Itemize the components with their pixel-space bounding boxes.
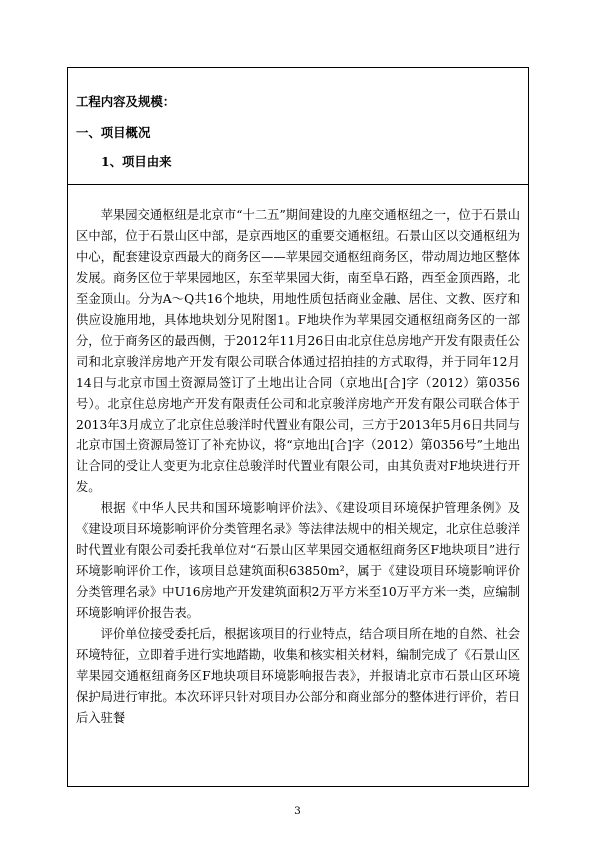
paragraph: 根据《中华人民共和国环境影响评价法》、《建设项目环境保护管理条例》及《建设项目环境影响评价分类管理名录》等法律法规中的相关规定，北京住总骏洋时代置业有限公司委托我单位对“石景山区苹果园交通枢纽商务区F地块项目”进行环境影响评价工作，该项目总建筑面积63850m²，属于《建设项目环境影响评价分类管理名录》中U16房地产开发建筑面积2万平方米至10万平方米一类，应编制环境影响评价报告表。 — [76, 501, 520, 621]
origin-heading: 1、项目由来 — [101, 154, 172, 169]
paragraph: 评价单位接受委托后，根据该项目的行业特点，结合项目所在地的自然、社会环境特征，立即着手进行实地踏勘，收集和核实相关材料，编制完成了《石景山区苹果园交通枢纽商务区F地块项目环境影响报告表》，并报请北京市石景山区环境保护局进行审批。本次环评只针对项目办公部分和商业部分的整体进行评价，若日后入驻餐 — [76, 627, 520, 725]
paragraph: 苹果园交通枢纽是北京市“十二五”期间建设的九座交通枢纽之一，位于石景山区中部，位于石景山区中部，是京西地区的重要交通枢纽。石景山区以交通枢纽为中心，配套建设京西最大的商务区——苹果园交通枢纽商务区，带动周边地区整体发展。商务区位于苹果园地区，东至苹果园大街，南至阜石路，西至金顶西路，北至金顶山。分为A～Q共16个地块，用地性质包括商业金融、居住、文教、医疗和供应设施用地，具体地块划分见附图1。F地块作为苹果园交通枢纽商务区的一部分，位于商务区的最西侧，于2012年11月26日由北京住总房地产开发有限责任公司和北京骏洋房地产开发有限公司联合体通过招拍挂的方式取得，并于同年12月14日与北京市国土资源局签订了土地出让合同（京地出[合]字（2012）第0356号）。北京住总房地产开发有限责任公司和北京骏洋房地产开发有限公司联合体于2013年3月成立了北京住总骏洋时代置业有限公司，三方于2013年5月6日共同与北京市国土资源局签订了补充协议，将“京地出[合]字（2012）第0356号”土地出让合同的受让人变更为北京住总骏洋时代置业有限公司，由其负责对F地块进行开发。 — [76, 208, 520, 495]
body-text — [76, 205, 520, 729]
heading-divider — [68, 184, 528, 185]
overview-heading: 一、项目概况 — [76, 125, 151, 140]
section-heading: 工程内容及规模： — [76, 94, 176, 109]
page-number: 3 — [294, 805, 301, 817]
content-frame — [67, 67, 529, 787]
